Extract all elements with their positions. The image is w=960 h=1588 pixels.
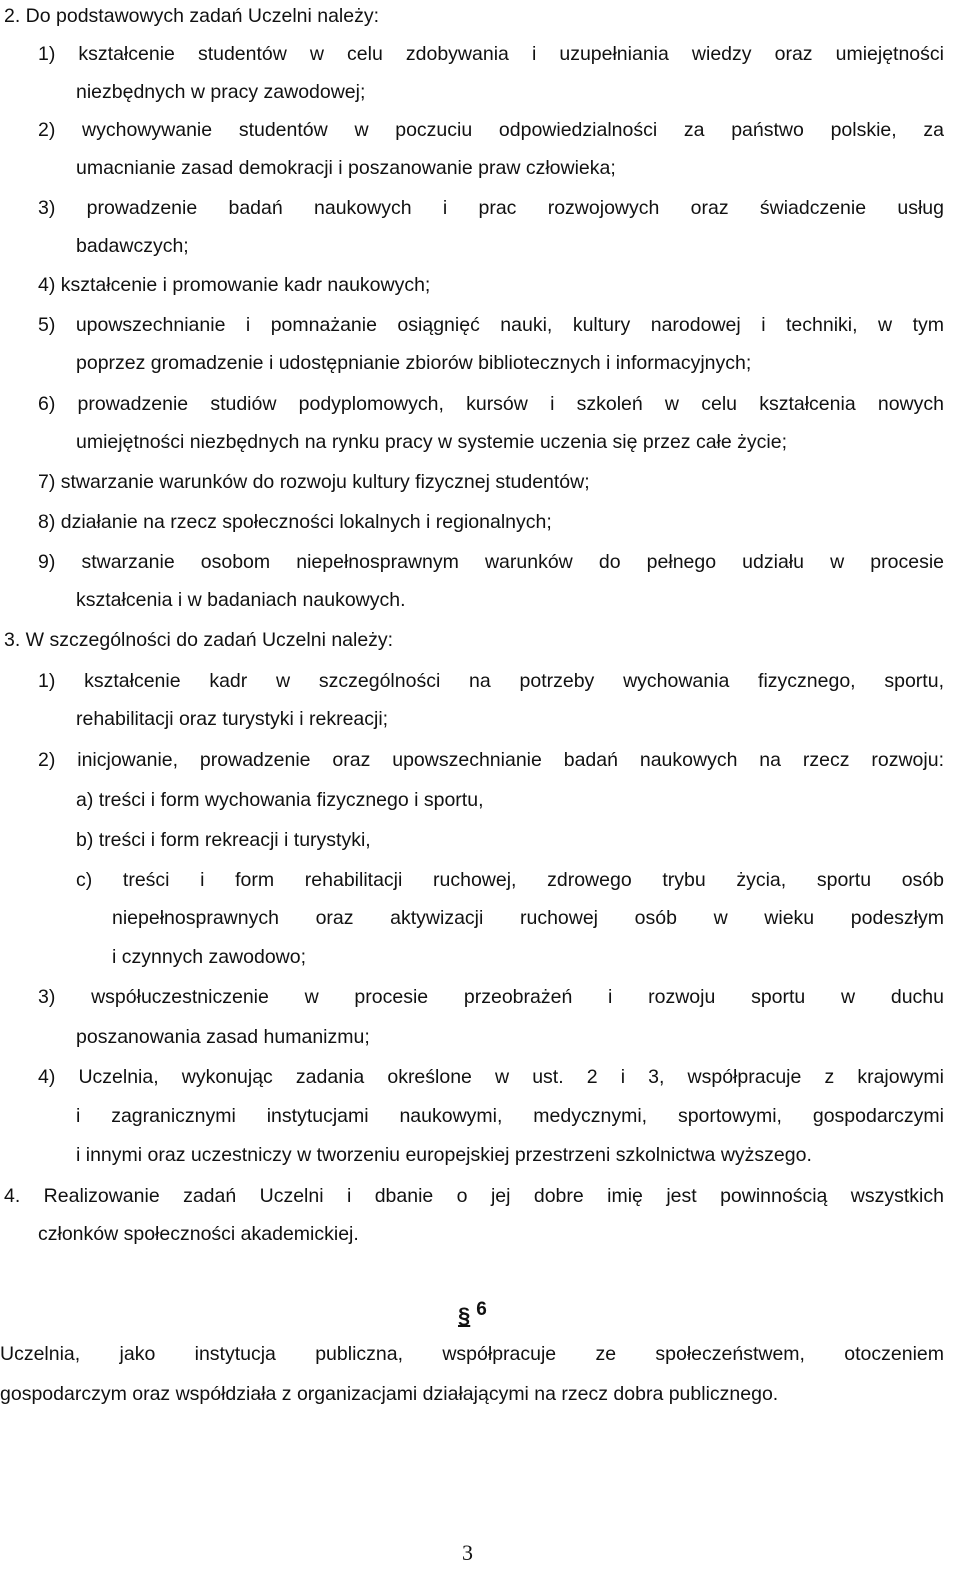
line-13: 7) stwarzanie warunków do rozwoju kultury fizycznej studentów; — [38, 471, 590, 493]
line-10: poprzez gromadzenie i udostępnianie zbiorów bibliotecznych i informacyjnych; — [76, 352, 752, 374]
line-21: a) treści i form wychowania fizycznego i sportu, — [76, 789, 484, 811]
line-3: niezbędnych w pracy zawodowej; — [76, 81, 366, 103]
line-29: i zagranicznymi instytucjami naukowymi, medycznymi, sportowymi, gospodarczymi — [76, 1105, 944, 1127]
line-1: 2. Do podstawowych zadań Uczelni należy: — [4, 5, 380, 27]
section-symbol: § — [458, 1303, 471, 1328]
line-26: 3) współuczestniczenie w procesie przeobrażeń i rozwoju sportu w duchu — [38, 986, 944, 1008]
section-number: 6 — [476, 1299, 487, 1320]
line-4: 2) wychowywanie studentów w poczuciu odpowiedzialności za państwo polskie, za — [38, 119, 944, 141]
line-8: 4) kształcenie i promowanie kadr naukowych; — [38, 274, 431, 296]
line-23: c) treści i form rehabilitacji ruchowej, zdrowego trybu życia, sportu osób — [76, 869, 944, 891]
line-32: członków społeczności akademickiej. — [38, 1223, 359, 1245]
line-6: 3) prowadzenie badań naukowych i prac rozwojowych oraz świadczenie usług — [38, 197, 944, 219]
line-28: 4) Uczelnia, wykonując zadania określone w ust. 2 i 3, współpracuje z krajowymi — [38, 1066, 944, 1088]
line-7: badawczych; — [76, 235, 189, 257]
line-30: i innymi oraz uczestniczy w tworzeniu europejskiej przestrzeni szkolnictwa wyższego. — [76, 1144, 812, 1166]
line-18: 1) kształcenie kadr w szczególności na potrzeby wychowania fizycznego, sportu, — [38, 670, 944, 692]
line-15: 9) stwarzanie osobom niepełnosprawnym warunków do pełnego udziału w procesie — [38, 551, 944, 573]
line-16: kształcenia i w badaniach naukowych. — [76, 589, 406, 611]
line-33: Uczelnia, jako instytucja publiczna, współpracuje ze społeczeństwem, otoczeniem — [0, 1343, 944, 1365]
line-27: poszanowania zasad humanizmu; — [76, 1026, 370, 1048]
line-22: b) treści i form rekreacji i turystyki, — [76, 829, 371, 851]
line-14: 8) działanie na rzecz społeczności lokalnych i regionalnych; — [38, 511, 552, 533]
line-34: gospodarczym oraz współdziała z organizacjami działającymi na rzecz dobra publicznego. — [0, 1383, 779, 1405]
page-number: 3 — [462, 1540, 473, 1565]
line-25: i czynnych zawodowo; — [112, 946, 307, 968]
line-12: umiejętności niezbędnych na rynku pracy w systemie uczenia się przez całe życie; — [76, 431, 787, 453]
line-24: niepełnosprawnych oraz aktywizacji ruchowej osób w wieku podeszłym — [112, 907, 944, 929]
line-2: 1) kształcenie studentów w celu zdobywania i uzupełniania wiedzy oraz umiejętności — [38, 43, 944, 65]
line-9: 5) upowszechnianie i pomnażanie osiągnięć nauki, kultury narodowej i techniki, w tym — [38, 314, 944, 336]
section-heading — [458, 1299, 487, 1329]
line-20: 2) inicjowanie, prowadzenie oraz upowszechnianie badań naukowych na rzecz rozwoju: — [38, 749, 944, 771]
line-31: 4. Realizowanie zadań Uczelni i dbanie o jej dobre imię jest powinnością wszystkich — [4, 1185, 944, 1207]
line-19: rehabilitacji oraz turystyki i rekreacji; — [76, 708, 389, 730]
line-5: umacnianie zasad demokracji i poszanowanie praw człowieka; — [76, 157, 616, 179]
line-17: 3. W szczególności do zadań Uczelni należy: — [4, 629, 394, 651]
line-11: 6) prowadzenie studiów podyplomowych, kursów i szkoleń w celu kształcenia nowych — [38, 393, 944, 415]
